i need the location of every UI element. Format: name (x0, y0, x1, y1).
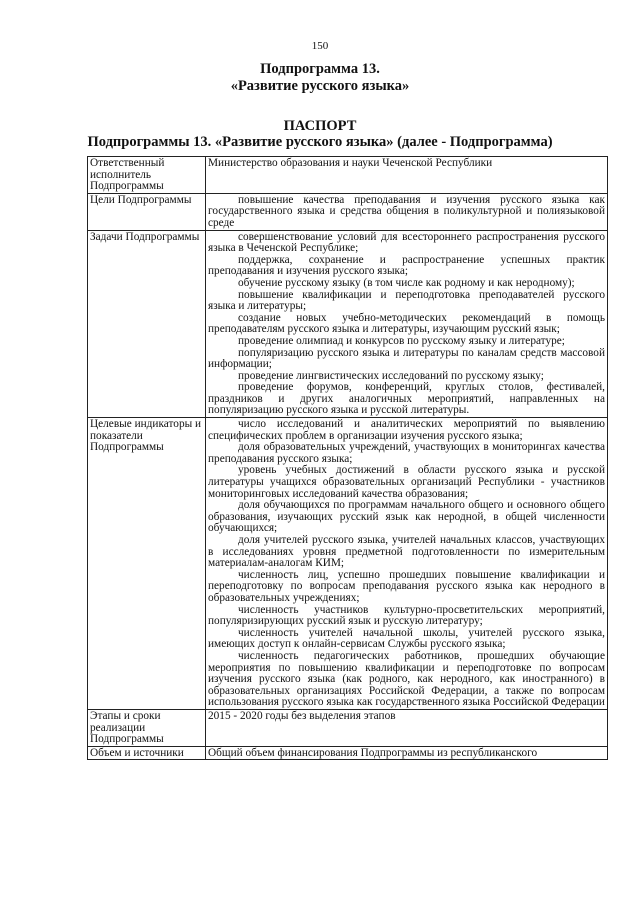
content-paragraph: число исследований и аналитических мероприятий по выявлению специфических проблем в организации изучения русского языка; (208, 418, 605, 442)
content-paragraph: проведение форумов, конференций, круглых столов, фестивалей, праздников и других аналогичных мероприятий, направленных на популяризацию русского языка и русской литературы. (208, 381, 605, 417)
row-content (206, 193, 608, 230)
row-content (206, 230, 608, 418)
subprogram-name-title: «Развитие русского языка» (230, 78, 410, 94)
row-content (206, 709, 608, 746)
content-paragraph: совершенствование условий для всестороннего распространения русского языка в Чеченской Республике; (208, 230, 605, 255)
row-label: Объем и источники (88, 746, 206, 760)
content-text: Общий объем финансирования Подпрограммы из республиканского (208, 746, 538, 759)
row-content (206, 746, 608, 760)
row-label: Ответственный исполнитель Подпрограммы (88, 157, 206, 194)
passport-subheading: Подпрограммы 13. «Развитие русского языка» (далее - Подпрограмма) (87, 134, 553, 150)
row-goals (88, 193, 608, 230)
content-paragraph: численность участников культурно-просветительских мероприятий, популяризирующих русский язык и русскую литературу; (208, 603, 605, 628)
row-label: Задачи Подпрограммы (88, 230, 206, 418)
row-label: Этапы и сроки реализации Подпрограммы (88, 709, 206, 746)
passport-heading: ПАСПОРТ (283, 118, 357, 134)
content-paragraph: повышение качества преподавания и изучения русского языка как государственного языка и средства общения в поликультурной и полиязыковой среде (208, 193, 605, 229)
content-paragraph: поддержка, сохранение и распространение успешных практик преподавания и изучения русского языка; (208, 253, 605, 278)
content-paragraph: создание новых учебно-методических рекомендаций в помощь преподавателям русского языка и литературы, изучающим русский язык; (208, 311, 605, 336)
row-target-indicators (88, 418, 608, 710)
content-paragraph: проведение лингвистических исследований по русскому языку; (238, 369, 544, 382)
content-text: 2015 - 2020 годы без выделения этапов (208, 709, 396, 722)
content-paragraph: доля обучающихся по программам начального общего и основного общего образования, изучающих русский язык как неродной, в общей численности обучающихся; (208, 499, 605, 535)
content-paragraph: численность учителей начальной школы, учителей русского языка, имеющих доступ к онлайн-сервисам Службы русского языка; (208, 626, 605, 651)
content-paragraph: проведение олимпиад и конкурсов по русскому языку и литературе; (238, 334, 565, 347)
content-paragraph: доля учителей русского языка, учителей начальных классов, участвующих в исследованиях уровня предметной подготовленности по измерительным материалам-аналогам КИМ; (208, 534, 605, 570)
content-paragraph: доля образовательных учреждений, участвующих в мониторингах качества преподавания русского языка; (208, 441, 605, 465)
page-number: 150 (311, 40, 329, 52)
subprogram-number-title: Подпрограмма 13. (260, 61, 380, 77)
row-label: Целевые индикаторы и показатели Подпрограммы (88, 418, 206, 710)
row-stages-and-terms (88, 709, 608, 746)
row-responsible-executor (88, 157, 608, 194)
passport-table (87, 156, 608, 760)
content-paragraph: повышение квалификации и переподготовка преподавателей русского языка и литературы; (208, 288, 605, 313)
content-paragraph: популяризацию русского языка и литературы по каналам средств массовой информации; (208, 346, 605, 371)
content-paragraph: численность лиц, успешно прошедших повышение квалификации и переподготовку по вопросам преподавания русского языка как неродного в образовательных учреждениях; (208, 568, 605, 604)
content-paragraph: уровень учебных достижений в области русского языка и русской литературы учащихся образовательных организаций Республики - участников мониторинговых исследований качества образования; (208, 464, 605, 500)
content-paragraph: численность педагогических работников, прошедших обучающие мероприятия по повышению квалификации и переподготовке по вопросам изучения русского языка (как родного, как неродного, как иностранного) в образовательных организациях Российской Федерации, а также по вопросам использования русского языка как государственного языка Российской Федерации (208, 649, 605, 709)
row-content (206, 418, 608, 710)
row-content (206, 157, 608, 194)
row-funding-volume (88, 746, 608, 760)
content-text: Министерство образования и науки Чеченской Республики (208, 157, 493, 169)
content-paragraph: обучение русскому языку (в том числе как родному и как неродному); (238, 276, 575, 289)
row-tasks (88, 230, 608, 418)
row-label: Цели Подпрограммы (88, 193, 206, 230)
